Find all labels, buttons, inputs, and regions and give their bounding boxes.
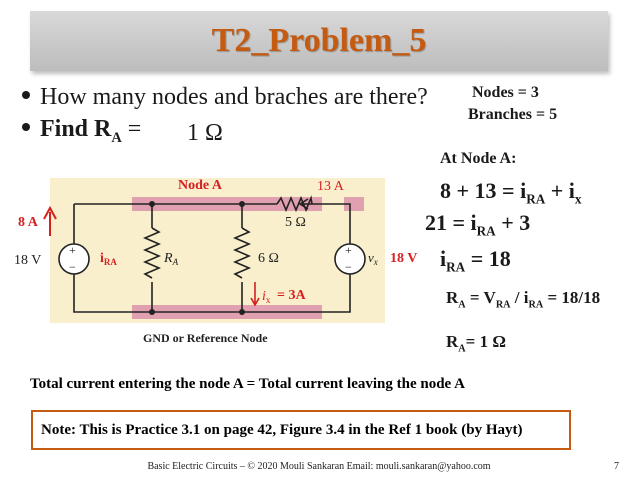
- source-18v-right-label: 18 V: [390, 251, 418, 266]
- ra-label: $R_A$: [164, 251, 179, 267]
- r5-label: 5 Ω: [285, 215, 306, 230]
- bullet-question-nodes: [22, 84, 428, 111]
- node-a-heading: At Node A:: [440, 150, 517, 167]
- find-ra-label: Find R: [40, 116, 112, 142]
- minus-right: −: [345, 260, 352, 274]
- source-13a-label: 13 A: [317, 179, 344, 194]
- footer-text: Basic Electric Circuits – © 2020 Mouli Sankaran Email: mouli.sankaran@yahoo.com: [147, 461, 491, 472]
- question-text: How many nodes and braches are there?: [40, 84, 428, 110]
- source-18v-left-label: 18 V: [14, 253, 42, 268]
- note-text: Note: This is Practice 3.1 on page 42, Figure 3.4 in the Ref 1 book (by Hayt): [41, 422, 523, 438]
- equation-kcl: $8 + 13 = i_{RA} + i_x$: [440, 178, 582, 207]
- find-ra-eq: =: [121, 116, 142, 142]
- r6-label: 6 Ω: [258, 251, 279, 266]
- gnd-label: GND or Reference Node: [143, 331, 268, 345]
- note-box: [31, 410, 571, 450]
- find-ra-sub: A: [111, 129, 122, 146]
- equation-ira: $i_{RA} = 18$: [440, 246, 511, 275]
- nodes-answer: Nodes = 3: [472, 84, 539, 101]
- kcl-statement: Total current entering the node A = Total current leaving the node A: [30, 376, 465, 392]
- page-number: 7: [614, 461, 619, 472]
- branches-answer: Branches = 5: [468, 106, 558, 123]
- bullet-find-ra: [22, 116, 141, 147]
- ix-value: = 3A: [277, 288, 306, 303]
- bullet-dot: [22, 123, 30, 131]
- equation-ra-ratio: $R_A = V_{RA} / i_{RA} = 18/18$: [446, 288, 601, 311]
- plus-right: +: [345, 243, 352, 257]
- ra-answer: 1 Ω: [187, 120, 223, 146]
- circuit-diagram: [12, 178, 422, 348]
- equation-sum: $21 = i_{RA} + 3$: [425, 210, 531, 239]
- source-8a-label: 8 A: [18, 215, 38, 230]
- vx-label: $v_x$: [368, 250, 378, 267]
- ira-label: $i_{RA}$: [100, 251, 117, 267]
- minus-left: −: [69, 260, 76, 274]
- node-a-label: Node A: [178, 178, 222, 193]
- slide-title: T2_Problem_5: [211, 22, 427, 59]
- plus-left: +: [69, 243, 76, 257]
- bullet-dot: [22, 91, 30, 99]
- ix-label: $i_x$: [262, 289, 271, 305]
- title-bar: [30, 11, 608, 71]
- equation-ra-result: $R_A= 1$ Ω: [446, 332, 506, 355]
